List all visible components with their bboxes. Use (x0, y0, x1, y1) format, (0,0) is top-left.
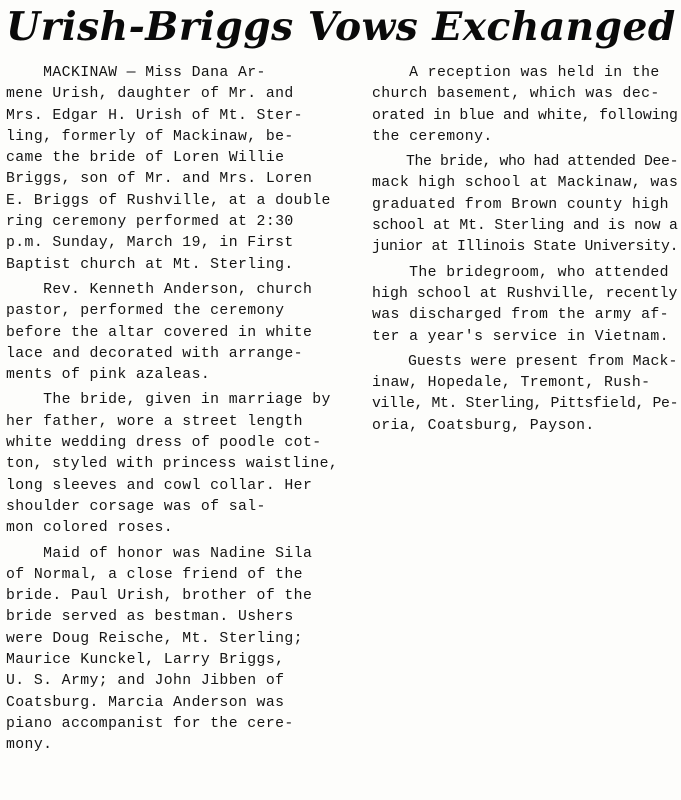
text-line: A reception was held in the (372, 65, 660, 81)
text-line: white wedding dress of poodle cot- (6, 435, 322, 452)
right-paragraph (372, 352, 678, 437)
text-line: E. Briggs of Rushville, at a double (6, 192, 331, 209)
text-line: of Normal, a close friend of the (6, 566, 303, 583)
text-line: long sleeves and cowl collar. Her (6, 477, 313, 494)
text-line: U. S. Army; and John Jibben of (6, 673, 285, 690)
text-line: The bride, who had attended Dee- (372, 154, 679, 171)
text-line: orated in blue and white, following (372, 107, 678, 124)
text-line: shoulder corsage was of sal- (6, 498, 266, 515)
text-line: Maid of honor was Nadine Sila (6, 545, 313, 562)
text-line: junior at Illinois State University. (372, 239, 679, 256)
article-column-left (6, 63, 338, 757)
text-line: mon colored roses. (6, 520, 174, 537)
text-line: ling, formerly of Mackinaw, be- (6, 128, 294, 145)
text-line: the ceremony. (372, 128, 493, 145)
text-line: pastor, performed the ceremony (6, 303, 285, 320)
text-line: Baptist church at Mt. Sterling. (6, 256, 294, 273)
text-line: came the bride of Loren Willie (6, 150, 285, 167)
text-line: Briggs, son of Mr. and Mrs. Loren (6, 171, 313, 188)
text-line: p.m. Sunday, March 19, in First (6, 235, 294, 252)
text-line: ton, styled with princess waistline, (6, 456, 339, 473)
text-line: Rev. Kenneth Anderson, church (6, 281, 313, 298)
text-line: bride. Paul Urish, brother of the (6, 588, 313, 605)
text-line: her father, wore a street length (6, 413, 303, 430)
text-line: bride served as bestman. Ushers (6, 609, 294, 626)
text-line: MACKINAW — Miss Dana Ar- (6, 65, 266, 81)
headline: Urish-Briggs Vows Exchanged (6, 4, 676, 50)
text-line: was discharged from the army af- (372, 307, 669, 324)
left-paragraph (6, 63, 338, 276)
text-line: graduated from Brown county high (372, 196, 669, 213)
text-line: high school at Rushville, recently (372, 285, 678, 302)
text-line: before the altar covered in white (6, 324, 313, 341)
text-line: Mrs. Edgar H. Urish of Mt. Ster- (6, 107, 303, 124)
text-line: The bridegroom, who attended (372, 264, 669, 281)
text-line: Coatsburg. Marcia Anderson was (6, 694, 285, 711)
text-line: mene Urish, daughter of Mr. and (6, 86, 294, 103)
left-paragraph (6, 544, 338, 757)
text-line: inaw, Hopedale, Tremont, Rush- (372, 375, 651, 392)
right-paragraph (372, 152, 678, 258)
text-line: church basement, which was dec- (372, 86, 660, 103)
right-paragraph (372, 63, 678, 148)
text-line: mack high school at Mackinaw, was (372, 175, 679, 192)
text-line: oria, Coatsburg, Payson. (372, 417, 595, 434)
text-line: school at Mt. Sterling and is now a (372, 218, 678, 235)
text-line: Maurice Kunckel, Larry Briggs, (6, 652, 285, 669)
left-paragraph (6, 390, 338, 539)
text-line: Guests were present from Mack- (372, 353, 678, 370)
text-line: ring ceremony performed at 2:30 (6, 214, 294, 231)
text-line: lace and decorated with arrange- (6, 345, 303, 362)
left-paragraph (6, 280, 338, 386)
text-line: mony. (6, 737, 53, 754)
text-line: piano accompanist for the cere- (6, 715, 294, 732)
text-line: were Doug Reische, Mt. Sterling; (6, 630, 303, 647)
article-column-right (372, 63, 678, 437)
text-line: The bride, given in marriage by (6, 392, 331, 409)
text-line: ville, Mt. Sterling, Pittsfield, Pe- (372, 396, 679, 413)
right-paragraph (372, 263, 678, 348)
text-line: ments of pink azaleas. (6, 367, 211, 384)
text-line: ter a year's service in Vietnam. (372, 328, 669, 345)
